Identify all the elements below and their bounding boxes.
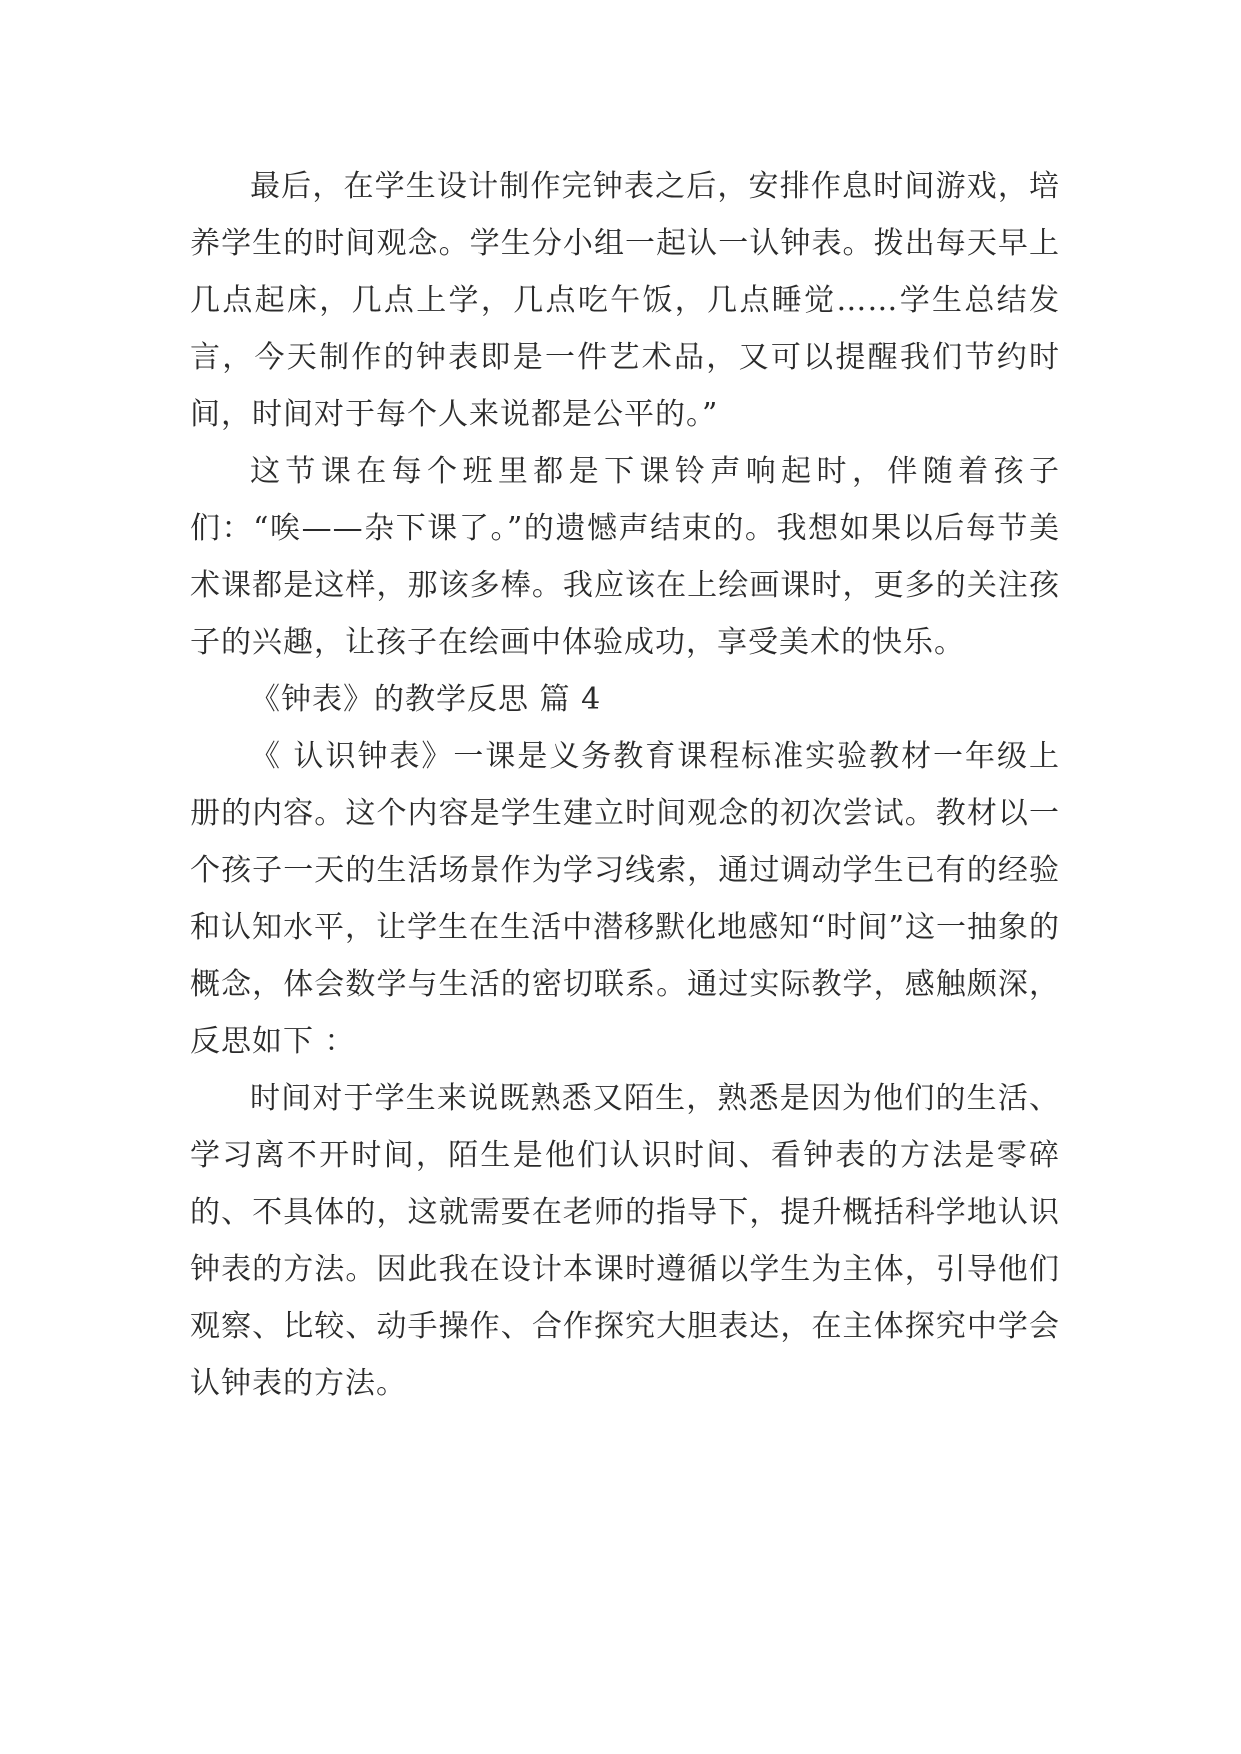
section-heading: 《钟表》的教学反思 篇 4 <box>250 682 602 717</box>
paragraph-lesson-ending: 这节课在每个班里都是下课铃声响起时，伴随着孩子们：“唉——杂下课了。”的遗憾声结束的。我想如果以后每节美术课都是这样，那该多棒。我应该在上绘画课时，更多的关注孩子的兴趣，让孩子在绘画中体验成功，享受美术的快乐。 <box>190 454 1060 660</box>
document-body <box>190 158 1060 1412</box>
paragraph-teaching-design: 时间对于学生来说既熟悉又陌生，熟悉是因为他们的生活、学习离不开时间，陌生是他们认识时间、看钟表的方法是零碎的、不具体的，这就需要在老师的指导下，提升概括科学地认识钟表的方法。因此我在设计本课时遵循以学生为主体，引导他们观察、比较、动手操作、合作探究大胆表达，在主体探究中学会认钟表的方法。 <box>190 1081 1060 1401</box>
paragraph-closing-activity: 最后，在学生设计制作完钟表之后，安排作息时间游戏，培养学生的时间观念。学生分小组一起认一认钟表。拨出每天早上几点起床，几点上学，几点吃午饭，几点睡觉……学生总结发言，今天制作的钟表即是一件艺术品，又可以提醒我们节约时间，时间对于每个人来说都是公平的。” <box>190 169 1060 432</box>
paragraph-lesson-intro: 《 认识钟表》一课是义务教育课程标准实验教材一年级上册的内容。这个内容是学生建立时间观念的初次尝试。教材以一个孩子一天的生活场景作为学习线索，通过调动学生已有的经验和认知水平，让学生在生活中潜移默化地感知“时间”这一抽象的概念，体会数学与生活的密切联系。通过实际教学，感触颇深，反思如下 ： <box>190 739 1060 1059</box>
